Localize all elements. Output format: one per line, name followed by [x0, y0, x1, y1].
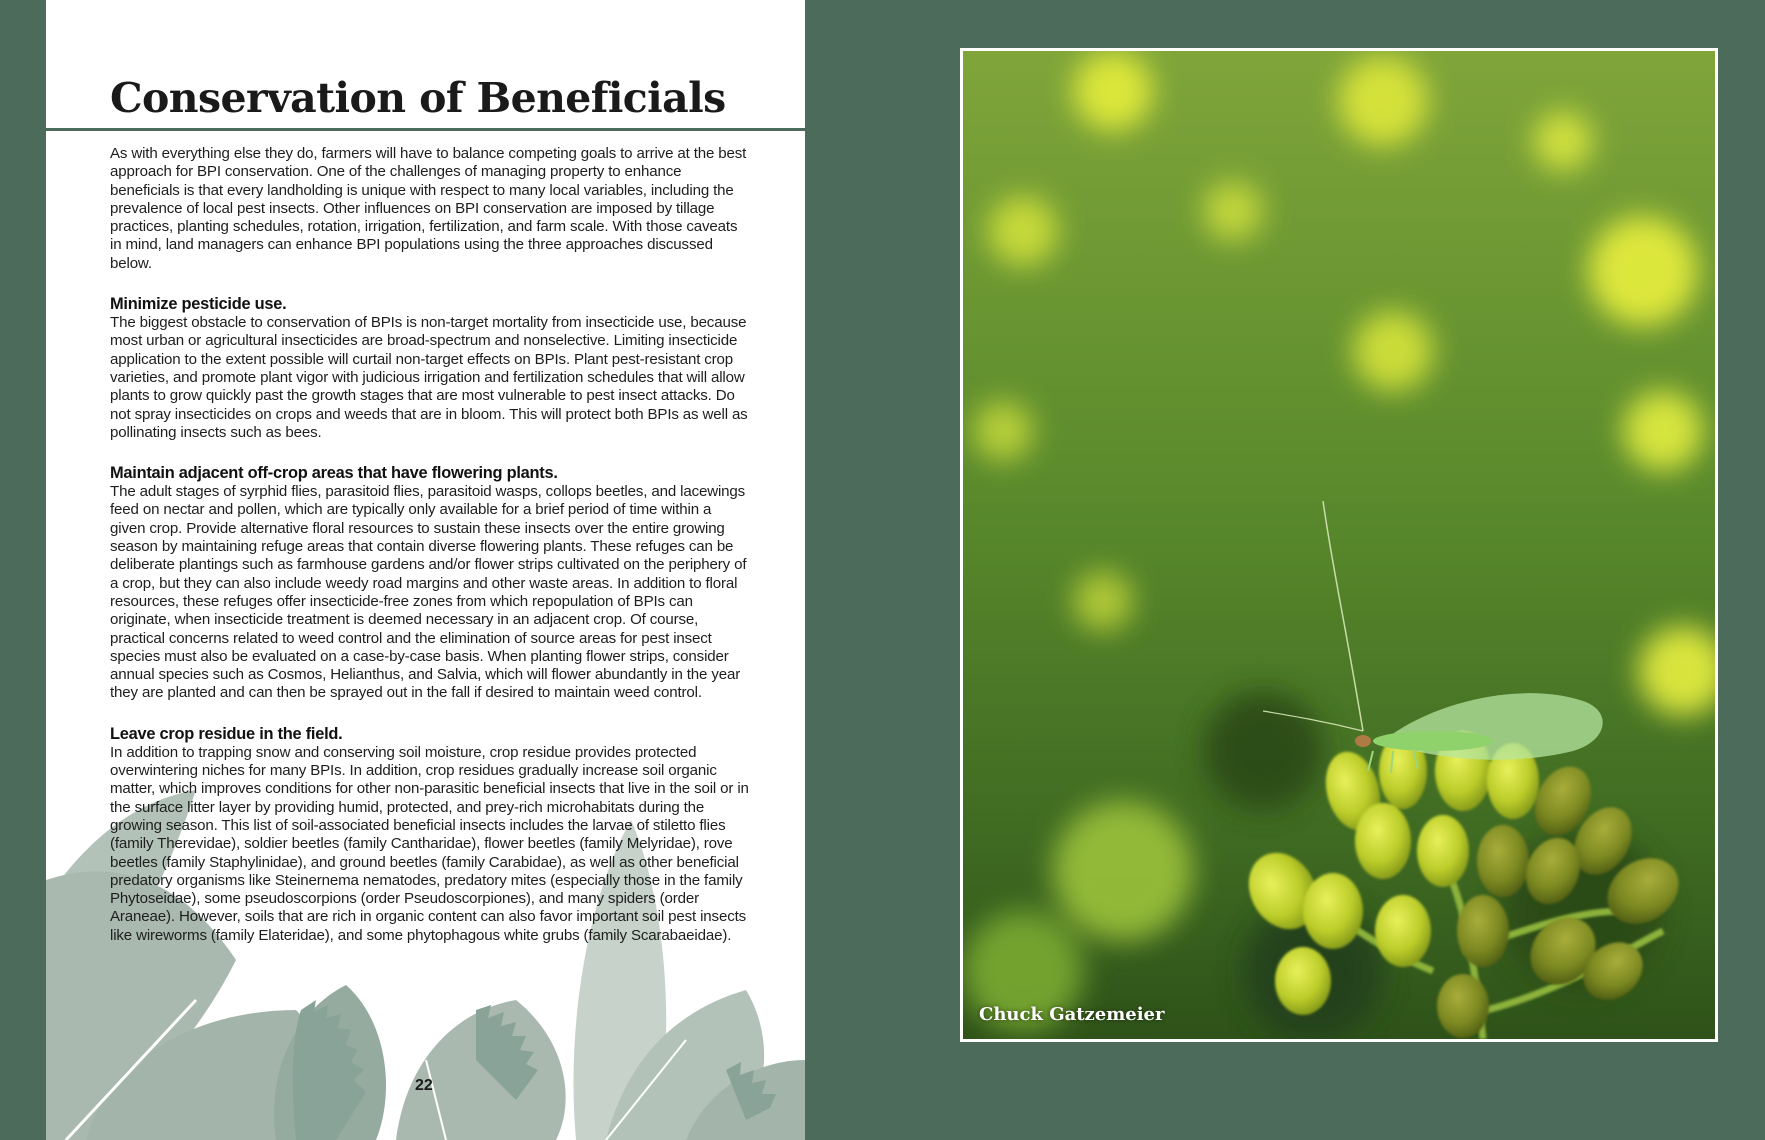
section-heading: Leave crop residue in the field.: [110, 724, 343, 743]
article-body: [110, 145, 750, 967]
page-title: Conservation of Beneficials: [110, 74, 726, 122]
section-crop-residue: [110, 725, 750, 945]
photo-credit: Chuck Gatzemeier: [979, 1004, 1165, 1025]
lacewing-photo: [963, 51, 1715, 1039]
photo-frame: [960, 48, 1718, 1042]
section-heading: Maintain adjacent off-crop areas that have flowering plants.: [110, 464, 558, 483]
intro-paragraph: As with everything else they do, farmers will have to balance competing goals to arrive at the best approach for BPI conservation. One of the challenges of managing property to enhance beneficials is that every landholding is unique with respect to many local variables, including the prevalence of local pest insects. Other influences on BPI conservation are imposed by tillage practices, planting schedules, rotation, irrigation, fertilization, and farm scale. With those caveats in mind, land managers can enhance BPI populations using the three approaches discussed below.: [110, 145, 747, 272]
section-body: In addition to trapping snow and conserving soil moisture, crop residue provides protected overwintering niches for many BPIs. In addition, crop residues gradually increase soil organic matter, which improves conditions for other non-parasitic beneficial insects that live in the soil or in the surface litter layer by providing humid, protected, and prey-rich microhabitats during the growing season. This list of soil-associated beneficial insects includes the larvae of stiletto flies (family Therevidae), soldier beetles (family Cantharidae), flower beetles (family Melyridae), rove beetles (family Staphylinidae), and ground beetles (family Carabidae), as well as other beneficial predatory organisms like Steinernema nematodes, predatory mites (especially those in the family Phytoseidae), some pseudoscorpions (order Pseudoscorpiones), and many spiders (order Araneae). However, soils that are rich in organic content can also favor important soil pest insects like wireworms (family Elateridae), and some phytophagous white grubs (family Scarabaeidae).: [110, 743, 749, 944]
page-number: 22: [415, 1077, 433, 1094]
section-minimize-pesticide: [110, 295, 750, 442]
title-divider: [46, 128, 805, 131]
section-heading: Minimize pesticide use.: [110, 295, 287, 314]
section-body: The biggest obstacle to conservation of BPIs is non-target mortality from insecticide use, because most urban or agricultural insecticides are broad-spectrum and nonselective. Limiting insecticide application to the extent possible will curtail non-target effects on BPIs. Plant pest-resistant crop varieties, and promote plant vigor with judicious irrigation and fertilization schedules that will allow plants to grow quickly past the growth stages that are most vulnerable to pest insect attacks. Do not spray insecticides on crops and weeds that are in bloom. This will protect both BPIs as well as pollinating insects such as bees.: [110, 314, 748, 441]
left-page: [46, 0, 805, 1140]
section-flowering-areas: [110, 464, 750, 703]
section-body: The adult stages of syrphid flies, parasitoid flies, parasitoid wasps, collops beetles, and lacewings feed on nectar and pollen, which are typically only available for a brief period of time within a given crop. Provide alternative floral resources to sustain these insects over the entire growing season by maintaining refuge areas that contain diverse flowering plants. These refuges can be deliberate plantings such as farmhouse gardens and/or flower strips cultivated on the periphery of a crop, but they can also include weedy road margins and other waste areas. In addition to floral resources, these refuges offer insecticide-free zones from which repopulation of BPIs can originate, when insecticide treatment is deemed necessary in an adjacent crop. Of course, practical concerns related to weed control and the elimination of source areas for pest insect species must also be evaluated on a case-by-case basis. When planting flower strips, consider annual species such as Cosmos, Helianthus, and Salvia, which will flower abundantly in the year they are planted and can then be sprayed out in the fall if desired to maintain weed control.: [110, 483, 747, 702]
